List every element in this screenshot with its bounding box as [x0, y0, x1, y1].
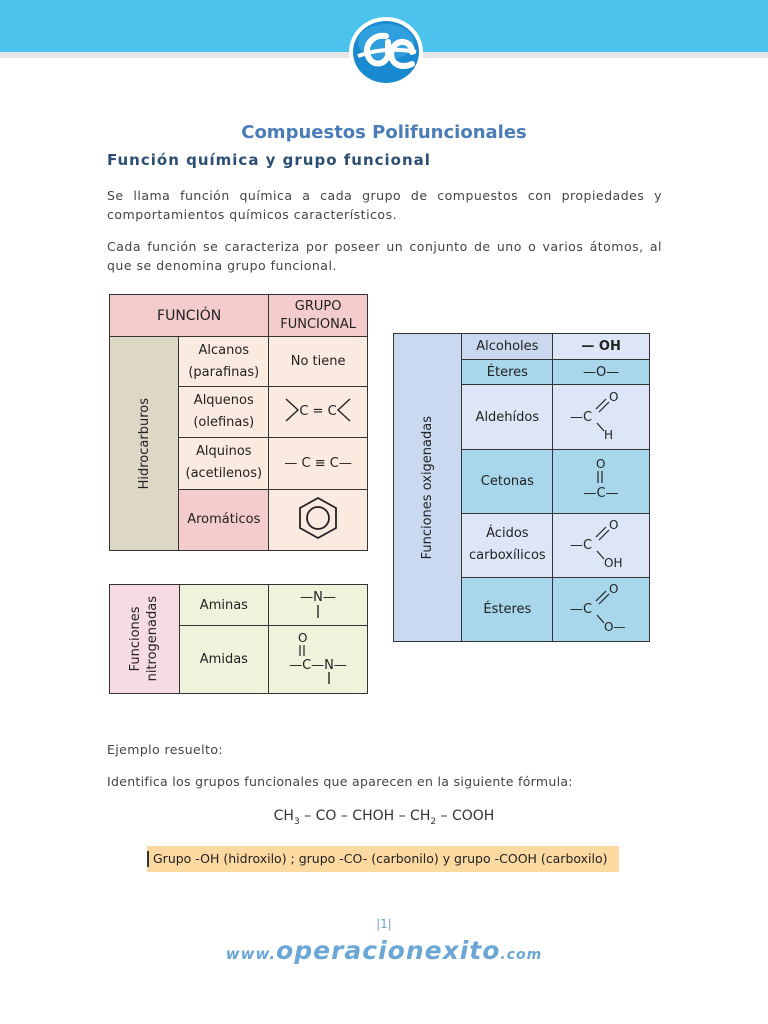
- row-aminas-group: [269, 585, 368, 626]
- row-alquinos-name: Alquinos (acetilenos): [179, 437, 269, 489]
- svg-text:—C: —C: [570, 410, 593, 426]
- row-aromaticos-name: Aromáticos: [179, 489, 269, 550]
- svg-text:—C: —C: [570, 538, 593, 554]
- carboxylic-acid-structure-icon: [566, 515, 636, 571]
- svg-text:C = C: C = C: [299, 403, 337, 419]
- ketone-structure-icon: [571, 452, 631, 506]
- row-alcanos-group: No tiene: [269, 337, 368, 387]
- benzene-ring-icon: [295, 495, 341, 541]
- amide-structure-icon: [276, 628, 360, 688]
- row-cetonas-group: [553, 450, 650, 513]
- aldehyde-structure-icon: [566, 387, 636, 443]
- header-funcion: FUNCIÓN: [110, 295, 269, 337]
- family-nitrogenadas: Funciones nitrogenadas: [110, 585, 180, 694]
- alkene-structure-icon: [278, 393, 358, 427]
- svg-text:O: O: [596, 457, 606, 472]
- section-subtitle: Función química y grupo funcional: [107, 151, 431, 169]
- svg-text:O: O: [609, 518, 619, 533]
- page-title: Compuestos Polifuncionales: [241, 122, 527, 143]
- footer-website-link[interactable]: www.operacionexito.com: [225, 936, 543, 965]
- svg-text:O: O: [609, 390, 619, 405]
- row-acidos-group: [553, 513, 650, 577]
- row-aldehidos-name: Aldehídos: [462, 385, 553, 450]
- example-label: Ejemplo resuelto:: [107, 742, 223, 757]
- answer-highlight: Grupo -OH (hidroxilo) ; grupo -CO- (carbonilo) y grupo -COOH (carboxilo): [147, 846, 619, 872]
- svg-text:O: O: [298, 630, 308, 645]
- svg-text:OH: OH: [604, 556, 623, 571]
- row-amidas-name: Amidas: [179, 626, 269, 694]
- row-acidos-name: Ácidos carboxílicos: [462, 513, 553, 577]
- ester-structure-icon: [566, 579, 636, 635]
- row-aldehidos-group: [553, 385, 650, 450]
- svg-text:—C—: —C—: [583, 486, 619, 502]
- paragraph-definition: Se llama función química a cada grupo de compuestos con propiedades y comportamientos químicos característicos.: [107, 188, 662, 222]
- paragraph-functional-group: Cada función se caracteriza por poseer un conjunto de uno o varios átomos, al que se denomina grupo funcional.: [107, 239, 662, 273]
- svg-text:—C: —C: [570, 602, 593, 618]
- svg-text:—C—N—: —C—N—: [289, 657, 347, 673]
- row-aromaticos-group: [269, 489, 368, 550]
- question-text: Identifica los grupos funcionales que aparecen en la siguiente fórmula:: [107, 774, 573, 789]
- row-aminas-name: Aminas: [179, 585, 269, 626]
- family-oxigenadas: Funciones oxigenadas: [394, 334, 462, 642]
- amine-structure-icon: [283, 585, 353, 621]
- svg-text:—N—: —N—: [300, 590, 336, 605]
- row-alquenos-name: Alquenos (olefinas): [179, 387, 269, 437]
- svg-text:O: O: [609, 582, 619, 597]
- row-alcoholes-name: Alcoholes: [462, 334, 553, 360]
- oxygen-functions-table: [393, 333, 650, 642]
- row-alcanos-name: Alcanos (parafinas): [179, 337, 269, 387]
- row-amidas-group: [269, 626, 368, 694]
- row-alquenos-group: [269, 387, 368, 437]
- svg-text:H: H: [604, 428, 614, 443]
- row-esteres-group: [553, 577, 650, 641]
- row-esteres-name: Ésteres: [462, 577, 553, 641]
- header-grupo-funcional: GRUPO FUNCIONAL: [269, 295, 368, 337]
- row-eteres-name: Éteres: [462, 360, 553, 385]
- family-hidrocarburos: Hidrocarburos: [110, 337, 179, 551]
- page-number: |1|: [376, 917, 392, 931]
- nitrogen-functions-table: [109, 584, 368, 694]
- row-cetonas-name: Cetonas: [462, 450, 553, 513]
- hydrocarbons-table: [109, 294, 368, 551]
- ae-logo-icon: [346, 12, 426, 88]
- svg-text:O—: O—: [604, 620, 626, 635]
- row-eteres-group: —O—: [553, 360, 650, 385]
- row-alcoholes-group: — OH: [553, 334, 650, 360]
- row-alquinos-group: — C ≡ C—: [269, 437, 368, 489]
- chemical-formula: $CH_3$ – CO – CHOH – $CH_2$ – COOH: [273, 808, 495, 827]
